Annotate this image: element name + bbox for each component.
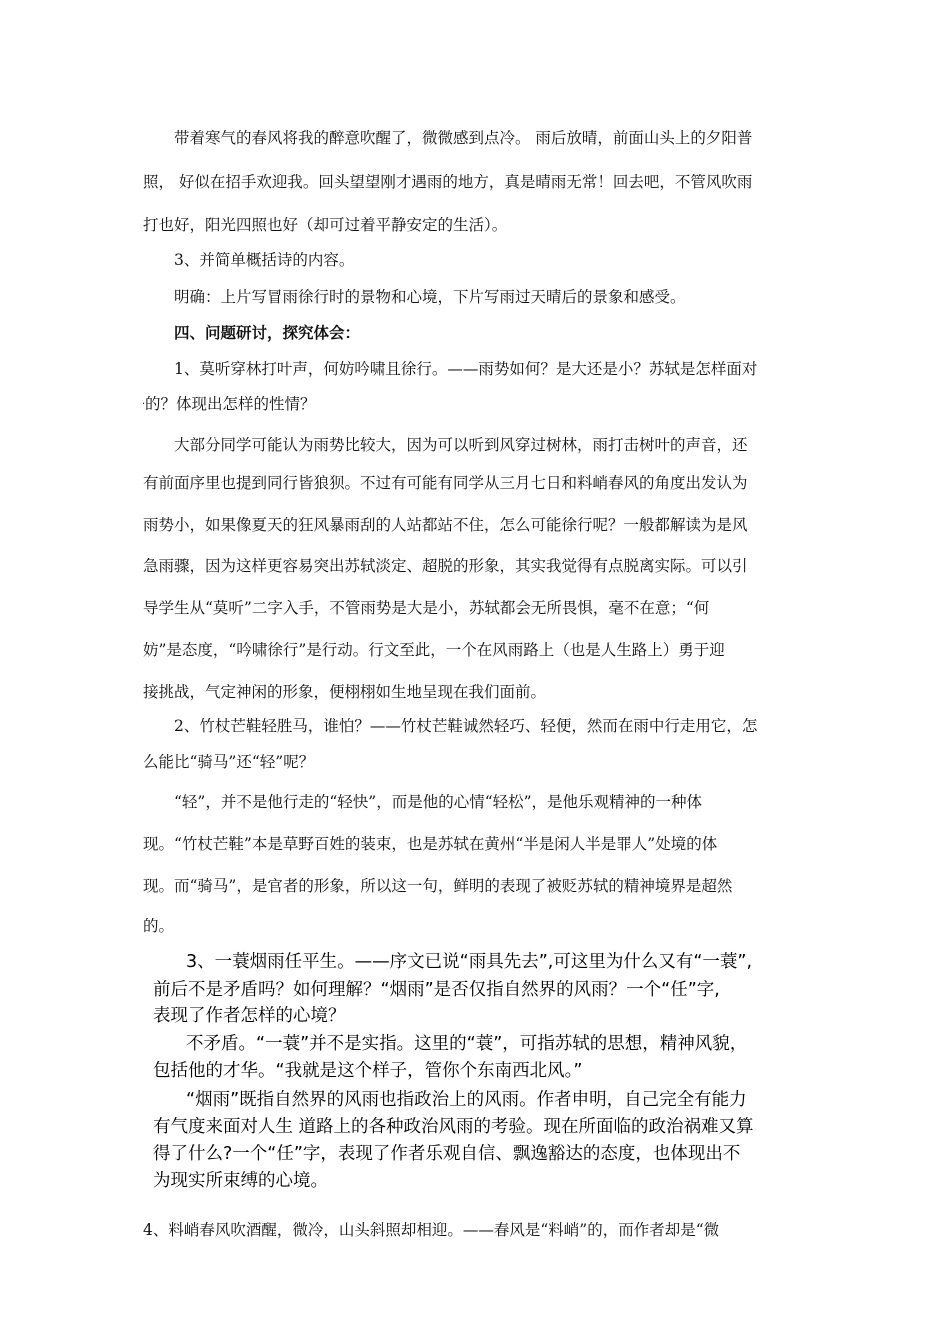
scanned-line: 包括他的才华。“我就是这个样子，管你个东南西北风。” (153, 1061, 583, 1081)
paragraph-line: 明确：上片写冒雨徐行时的景物和心境，下片写雨过天晴后的景象和感受。 (174, 288, 686, 306)
scanned-line: 3、一蓑烟雨任平生。——序文已说“雨具先去”,可这里为什么又有“一蓑”, (186, 952, 753, 972)
paragraph-line: 大部分同学可能认为雨势比较大，因为可以听到风穿过树林，雨打击树叶的声音，还 (174, 436, 748, 454)
scanned-line: 有气度来面对人生 道路上的各种政治风雨的考验。现在所面临的政治祸难又算 (153, 1117, 754, 1137)
paragraph-line: 照， 好似在招手欢迎我。回头望望刚才遇雨的地方，真是晴雨无常！回去吧，不管风吹雨 (143, 173, 753, 191)
paragraph-line: 带着寒气的春风将我的醉意吹醒了，微微感到点冷。 雨后放晴，前面山头上的夕阳普 (174, 129, 753, 147)
scanned-line: 得了什么?一个“任”字，表现了作者乐观自信、飘逸豁达的态度，也体现出不 (153, 1144, 741, 1164)
paragraph-line: 现。“竹杖芒鞋”本是草野百姓的装束，也是苏轼在黄州“半是闲人半是罪人”处境的体 (143, 835, 718, 853)
paragraph-line: 的。 (143, 917, 175, 935)
section-heading: 四、问题研讨，探究体会： (174, 323, 361, 342)
paragraph-line: 雨势小，如果像夏天的狂风暴雨刮的人站都站不住，怎么可能徐行呢？一般都解读为是风 (143, 516, 748, 534)
paragraph-line: 现。而“骑马”，是官者的形象，所以这一句，鲜明的表现了被贬苏轼的精神境界是超然 (143, 877, 733, 895)
scanned-line: “烟雨”既指自然界的风雨也指政治上的风雨。作者申明，自己完全有能力 (186, 1090, 747, 1110)
paragraph-line: “轻”，并不是他行走的“轻快”，而是他的心情“轻松”，是他乐观精神的一种体 (174, 793, 703, 811)
question-line: 的？体现出怎样的性情？ (145, 395, 316, 413)
paragraph-line: 导学生从“莫听”二字入手，不管雨势是大是小，苏轼都会无所畏惧，毫不在意；“何 (143, 599, 710, 617)
paragraph-line: 妨”是态度，“吟啸徐行”是行动。行文至此，一个在风雨路上（也是人生路上）勇于迎 (143, 641, 725, 659)
paragraph-line: 打也好，阳光四照也好（却可过着平静安定的生活）。 (143, 216, 508, 234)
scanned-line: 前后不是矛盾吗？如何理解？“烟雨”是否仅指自然界的风雨？一个“任”字, (153, 980, 720, 1000)
question-line: 2、竹杖芒鞋轻胜马，谁怕？——竹杖芒鞋诚然轻巧、轻便，然而在雨中行走用它，怎 (174, 717, 758, 735)
scanned-line: 为现实所束缚的心境。 (153, 1171, 328, 1191)
paragraph-line: 有前面序里也提到同行皆狼狈。不过有可能有同学从三月七日和料峭春风的角度出发认为 (143, 474, 748, 492)
paragraph-line: 接挑战，气定神闲的形象，便栩栩如生地呈现在我们面前。 (143, 683, 547, 701)
scanned-line: 表现了作者怎样的心境？ (153, 1006, 346, 1026)
question-line: 么能比“骑马”还“轻”呢？ (143, 753, 315, 771)
margin-dot: . (142, 396, 146, 407)
scanned-line: 不矛盾。“一蓑”并不是实指。这里的“蓑”，可指苏轼的思想，精神风貌， (186, 1034, 748, 1054)
question-line: 1、莫听穿林打叶声，何妨吟啸且徐行。——雨势如何？是大还是小？苏轼是怎样面对 (174, 360, 758, 378)
question-line: 4、料峭春风吹酒醒，微冷，山头斜照却相迎。——春风是“料峭”的，而作者却是“微 (143, 1221, 720, 1239)
paragraph-line: 3、并简单概括诗的内容。 (174, 251, 355, 269)
paragraph-line: 急雨骤，因为这样更容易突出苏轼淡定、超脱的形象，其实我觉得有点脱离实际。可以引 (143, 557, 748, 575)
